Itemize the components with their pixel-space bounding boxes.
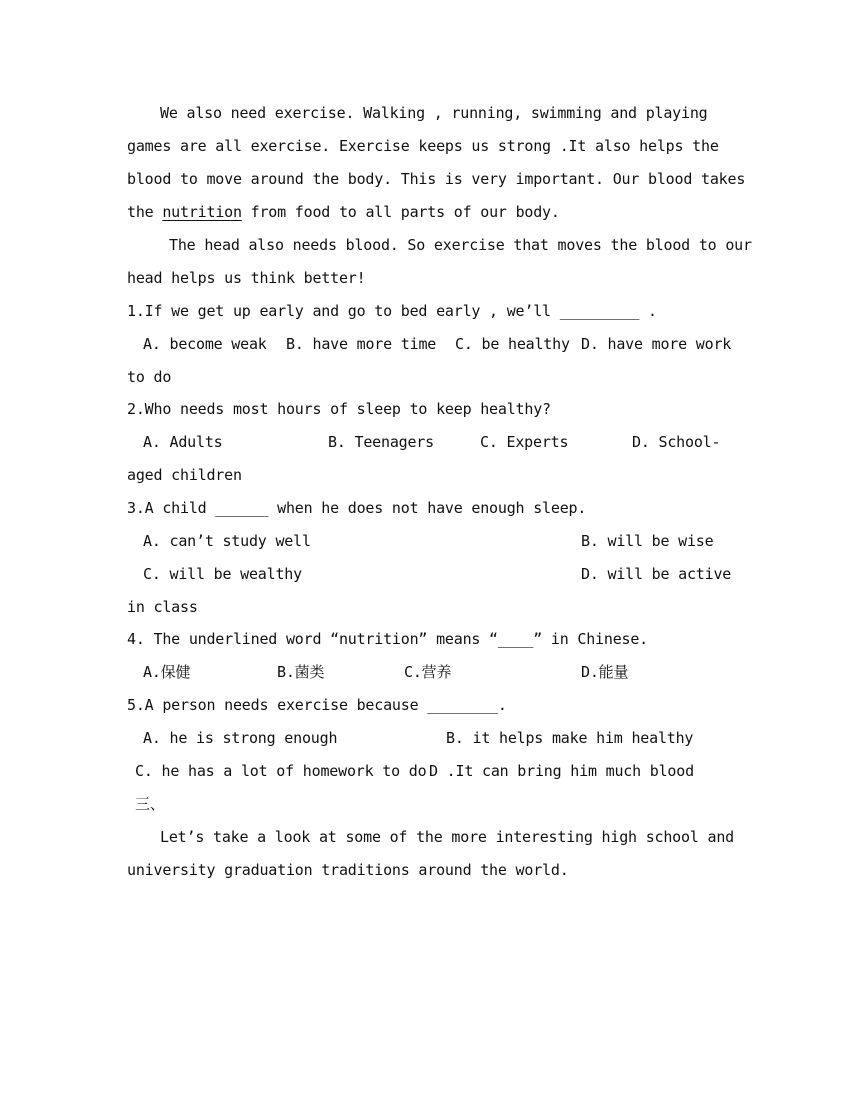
option-b: B. will be wise — [581, 532, 714, 550]
section-intro-line: Let’s take a look at some of the more interesting high school and — [160, 828, 734, 846]
option-d: D.能量 — [581, 663, 629, 681]
underlined-word: nutrition — [162, 203, 242, 221]
option-a: A. Adults — [143, 433, 223, 451]
option-b: B. Teenagers — [328, 433, 434, 451]
question-stem: 2.Who needs most hours of sleep to keep healthy? — [127, 400, 551, 418]
passage-line: The head also needs blood. So exercise that moves the blood to our — [169, 236, 752, 254]
section-heading: 三、 — [135, 795, 165, 813]
passage-line: games are all exercise. Exercise keeps us strong .It also helps the — [127, 137, 719, 155]
option-d-continued: aged children — [127, 466, 242, 484]
option-a: A. can’t study well — [143, 532, 311, 550]
passage-line: blood to move around the body. This is very important. Our blood takes — [127, 170, 746, 188]
passage-line: We also need exercise. Walking , running, swimming and playing — [160, 104, 708, 122]
option-b: B.菌类 — [277, 663, 325, 681]
passage-line — [127, 202, 560, 222]
passage-text: from food to all parts of our body. — [241, 203, 560, 221]
option-c: C. Experts — [480, 433, 569, 451]
passage-text: the — [127, 203, 163, 221]
question-stem: 1.If we get up early and go to bed early , we’ll _________ . — [127, 302, 657, 320]
option-c: C. will be wealthy — [143, 565, 302, 583]
option-a: A. become weak — [143, 335, 267, 353]
option-d: D. will be active — [581, 565, 732, 583]
option-d: D. have more work — [581, 335, 732, 353]
option-b: B. it helps make him healthy — [446, 729, 694, 747]
option-c: C. be healthy — [455, 335, 570, 353]
option-d-continued: in class — [127, 598, 198, 616]
option-a: A. he is strong enough — [143, 729, 338, 747]
option-c: C.营养 — [404, 663, 452, 681]
option-d-continued: to do — [127, 368, 172, 386]
passage-line: head helps us think better! — [127, 269, 366, 287]
section-intro-line: university graduation traditions around the world. — [127, 861, 569, 879]
question-stem: 4. The underlined word “nutrition” means “____” in Chinese. — [127, 630, 649, 648]
option-d: D. School- — [632, 433, 721, 451]
question-stem: 3.A child ______ when he does not have enough sleep. — [127, 499, 587, 517]
option-d: D .It can bring him much blood — [429, 762, 694, 780]
question-stem: 5.A person needs exercise because ________. — [127, 696, 507, 714]
option-c: C. he has a lot of homework to do — [135, 762, 427, 780]
option-b: B. have more time — [286, 335, 437, 353]
option-a: A.保健 — [143, 663, 191, 681]
